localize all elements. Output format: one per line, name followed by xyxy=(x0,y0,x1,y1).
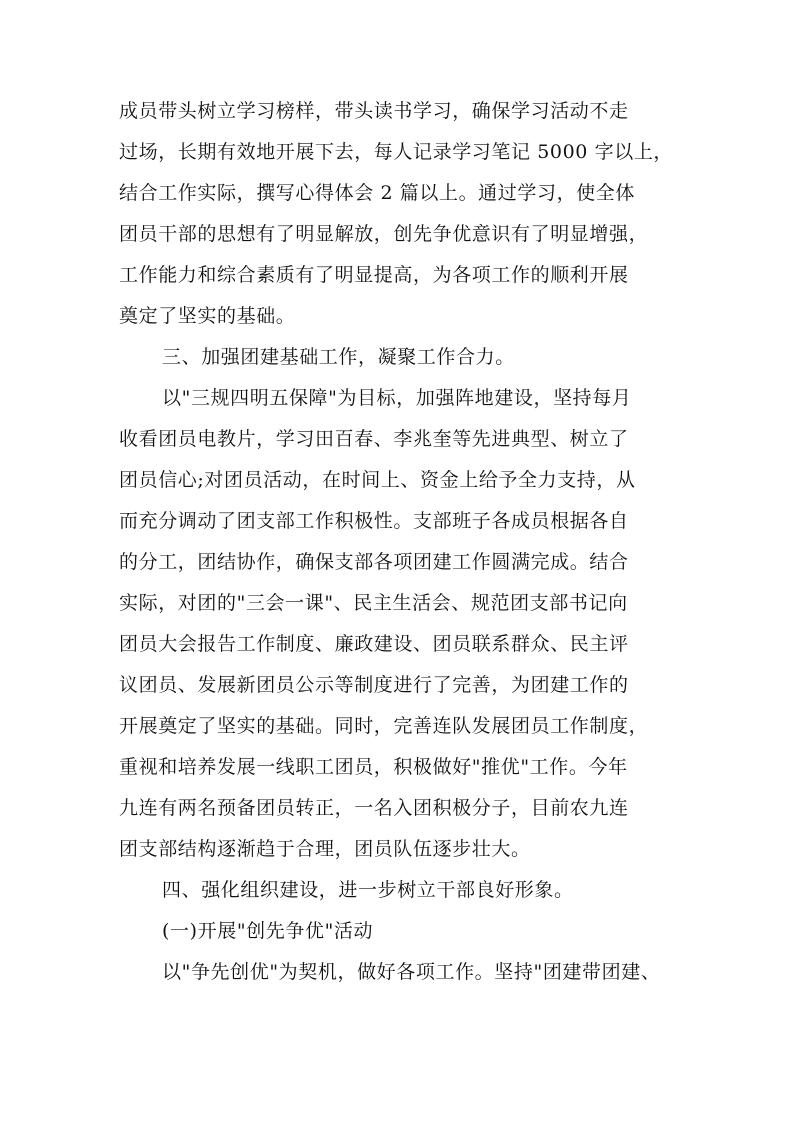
text-line: 工作能力和综合素质有了明显提高，为各项工作的顺利开展 xyxy=(119,264,629,286)
text-line: 重视和培养发展一线职工团员，积极做好"推优"工作。今年 xyxy=(119,756,628,778)
text-line: 议团员、发展新团员公示等制度进行了完善，为团建工作的 xyxy=(119,674,629,696)
section-heading: 三、加强团建基础工作，凝聚工作合力。 xyxy=(162,346,515,368)
text-line: 结合工作实际，撰写心得体会 2 篇以上。通过学习，使全体 xyxy=(119,182,635,204)
text-line: 而充分调动了团支部工作积极性。支部班子各成员根据各自 xyxy=(119,510,629,532)
paragraph-start: 以"三规四明五保障"为目标，加强阵地建设，坚持每月 xyxy=(162,387,632,409)
text-line: 奠定了坚实的基础。 xyxy=(119,305,296,327)
paragraph-start: 以"争先创优"为契机，做好各项工作。坚持"团建带团建、 xyxy=(162,961,661,983)
text-line: 团员干部的思想有了明显解放，创先争优意识有了明显增强， xyxy=(119,223,649,245)
text-line: 实际，对团的"三会一课"、民主生活会、规范团支部书记向 xyxy=(119,592,628,614)
text-line: 的分工，团结协作，确保支部各项团建工作圆满完成。结合 xyxy=(119,551,629,573)
text-line: 成员带头树立学习榜样，带头读书学习，确保学习活动不走 xyxy=(119,100,629,122)
text-line: 开展奠定了坚实的基础。同时，完善连队发展团员工作制度， xyxy=(119,715,649,737)
subsection-heading: (一)开展"创先争优"活动 xyxy=(162,920,374,942)
text-line: 团员大会报告工作制度、廉政建设、团员联系群众、民主评 xyxy=(119,633,629,655)
section-heading: 四、强化组织建设，进一步树立干部良好形象。 xyxy=(162,879,574,901)
text-line: 团员信心;对团员活动，在时间上、资金上给予全力支持，从 xyxy=(119,469,636,491)
text-line: 过场，长期有效地开展下去，每人记录学习笔记 5000 字以上， xyxy=(119,141,674,163)
text-line: 团支部结构逐渐趋于合理，团员队伍逐步壮大。 xyxy=(119,838,531,860)
text-line: 收看团员电教片，学习田百春、李兆奎等先进典型、树立了 xyxy=(119,428,629,450)
text-line: 九连有两名预备团员转正，一名入团积极分子，目前农九连 xyxy=(119,797,629,819)
